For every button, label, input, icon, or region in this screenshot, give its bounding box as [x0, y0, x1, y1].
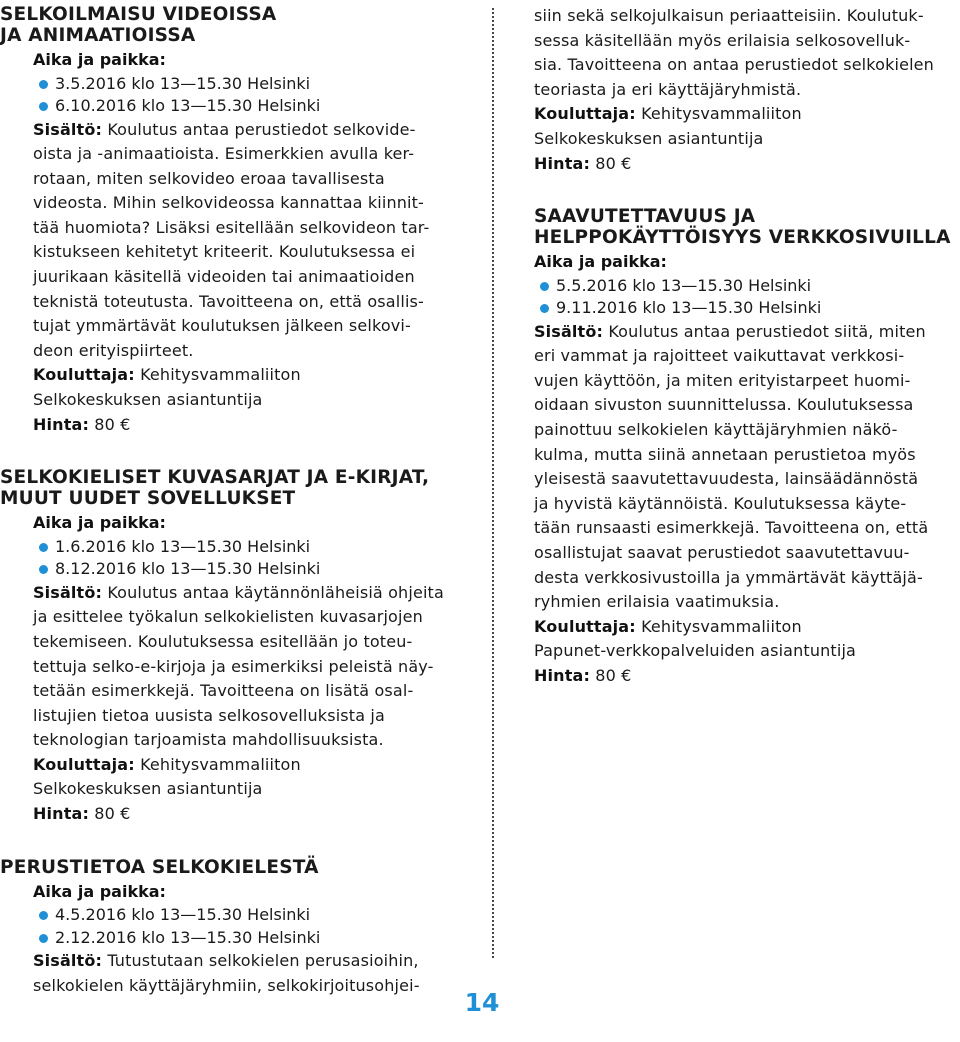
date-text: 2.12.2016 klo 13—15.30 Helsinki: [55, 927, 321, 947]
price-value: 80 €: [94, 414, 131, 434]
time-place-label: Aika ja paikka:: [534, 252, 667, 272]
date-text: 9.11.2016 klo 13—15.30 Helsinki: [556, 298, 822, 318]
content-line: vujen käyttöön, ja miten erityistarpeet huomi-: [534, 370, 911, 390]
content-label: Sisältö:: [33, 119, 103, 139]
content-line: listujien tietoa uusista selkosovelluksista ja: [33, 705, 385, 725]
content-line: teknistä toteutusta. Tavoitteena on, että osallis-: [33, 291, 424, 311]
date-text: 5.5.2016 klo 13—15.30 Helsinki: [556, 275, 812, 295]
title-line: HELPPOKÄYTTÖISYYS VERKKOSIVUILLA: [534, 227, 951, 249]
course-title: [0, 4, 478, 46]
title-line: MUUT UUDET SOVELLUKSET: [0, 488, 296, 510]
course-title: [0, 857, 478, 878]
trainer-info: [534, 615, 954, 689]
content-line: Koulutus antaa perustiedot siitä, miten: [608, 321, 926, 341]
content-line: sia. Tavoitteena on antaa perustiedot selkokielen: [534, 55, 934, 75]
price-label: Hinta:: [534, 153, 591, 173]
trainer-label: Kouluttaja:: [534, 104, 636, 124]
course-video: [0, 4, 478, 437]
time-place-label: Aika ja paikka:: [33, 881, 166, 901]
content-line: tekemiseen. Koulutuksessa esitellään jo toteu-: [33, 631, 413, 651]
content-line: eri vammat ja rajoitteet vaikuttavat verkkosi-: [534, 346, 905, 366]
content-paragraph: [33, 581, 478, 753]
date-item: [33, 927, 478, 950]
bullet-icon: [540, 304, 549, 313]
content-paragraph: [33, 949, 478, 998]
content-paragraph: [33, 118, 478, 364]
content-line: kistukseen kehitetyt kriteerit. Koulutuksessa ei: [33, 242, 416, 262]
content-line: ja esittelee työkalun selkokielisten kuvasarjojen: [33, 607, 423, 627]
content-line: rotaan, miten selkovideo eroaa tavallisesta: [33, 168, 385, 188]
content-line: desta verkkosivustoilla ja ymmärtävät käyttäjä-: [534, 567, 923, 587]
content-line: osallistujat saavat perustiedot saavutettavuu-: [534, 543, 910, 562]
bullet-icon: [39, 934, 48, 943]
content-line: tettuja selko-e-kirjoja ja esimerkiksi peleistä näy-: [33, 656, 434, 676]
bullet-icon: [39, 911, 48, 920]
content-label: Sisältö:: [534, 321, 604, 341]
date-list: [33, 536, 478, 581]
content-label: Sisältö:: [33, 951, 103, 971]
content-line: sessa käsitellään myös erilaisia selkosovelluk-: [534, 30, 911, 50]
course-perustietoa-continued: [534, 4, 954, 176]
content-line: tään runsaasti esimerkkejä. Tavoitteena on, että: [534, 518, 929, 538]
title-line: PERUSTIETOA SELKOKIELESTÄ: [0, 856, 319, 878]
right-column: [534, 4, 954, 689]
content-line: oidaan sivuston suunnittelussa. Koulutuksessa: [534, 395, 914, 415]
content-line: ryhmien erilaisia vaatimuksia.: [534, 592, 780, 612]
content-line: painottuu selkokielen käyttäjäryhmien näkö-: [534, 420, 898, 440]
content-line: Koulutus antaa käytännönläheisiä ohjeita: [107, 582, 444, 602]
date-list: [33, 904, 478, 949]
trainer-info: [33, 363, 478, 437]
course-title: [0, 467, 478, 509]
trainer-label: Kouluttaja:: [534, 616, 636, 636]
trainer-org: Kehitysvammaliiton: [140, 754, 301, 774]
trainer-role: Selkokeskuksen asiantuntija: [33, 779, 263, 799]
course-title: [534, 206, 954, 248]
content-line: oista ja -animaatioista. Esimerkkien avulla ker-: [33, 144, 415, 164]
date-item: [534, 275, 954, 298]
price-value: 80 €: [94, 804, 131, 824]
title-line: SELKOKIELISET KUVASARJAT JA E-KIRJAT,: [0, 467, 430, 489]
content-paragraph-continued: [534, 4, 954, 102]
date-item: [33, 73, 478, 96]
bullet-icon: [39, 80, 48, 89]
trainer-role: Papunet-verkkopalveluiden asiantuntija: [534, 641, 857, 661]
time-place-label: Aika ja paikka:: [33, 50, 166, 69]
page-number: 14: [464, 988, 500, 1017]
content-line: selkokielen käyttäjäryhmiin, selkokirjoitusohjei-: [33, 975, 420, 995]
date-text: 8.12.2016 klo 13—15.30 Helsinki: [55, 559, 321, 579]
date-text: 4.5.2016 klo 13—15.30 Helsinki: [55, 905, 311, 925]
trainer-role: Selkokeskuksen asiantuntija: [33, 390, 263, 410]
course-kuvasarjat: [0, 467, 478, 826]
price-label: Hinta:: [33, 804, 90, 824]
date-item: [33, 95, 478, 118]
trainer-org: Kehitysvammaliiton: [140, 365, 301, 385]
trainer-label: Kouluttaja:: [33, 754, 135, 774]
content-line: juurikaan käsitellä videoiden tai animaatioiden: [33, 267, 415, 287]
trainer-info: [534, 102, 954, 176]
bullet-icon: [39, 102, 48, 111]
trainer-label: Kouluttaja:: [33, 365, 135, 385]
price-label: Hinta:: [33, 414, 90, 434]
content-line: ja hyvistä käytännöistä. Koulutuksessa käyte-: [534, 493, 907, 513]
price-value: 80 €: [595, 665, 632, 685]
date-text: 3.5.2016 klo 13—15.30 Helsinki: [55, 73, 311, 93]
date-list: [33, 73, 478, 118]
bullet-icon: [540, 282, 549, 291]
date-item: [33, 536, 478, 559]
trainer-org: Kehitysvammaliiton: [641, 616, 802, 636]
content-line: teoriasta ja eri käyttäjäryhmistä.: [534, 79, 802, 99]
content-line: Koulutus antaa perustiedot selkovide-: [107, 119, 416, 139]
course-perustietoa: [0, 856, 478, 999]
content-line: deon erityispiirteet.: [33, 340, 194, 360]
content-line: siin sekä selkojulkaisun periaatteisiin. Koulutuk-: [534, 6, 924, 25]
content-line: videosta. Mihin selkovideossa kannattaa kiinnit-: [33, 193, 424, 213]
date-item: [33, 904, 478, 927]
content-line: yleisestä saavutettavuudesta, lainsäädännöstä: [534, 469, 919, 489]
content-line: Tutustutaan selkokielen perusasioihin,: [107, 951, 419, 971]
content-label: Sisältö:: [33, 582, 103, 602]
date-list: [534, 275, 954, 320]
price-value: 80 €: [595, 153, 632, 173]
content-line: kulma, mutta siinä annetaan perustietoa myös: [534, 444, 916, 464]
content-line: teknologian tarjoamista mahdollisuuksista.: [33, 730, 384, 750]
content-line: tetään esimerkkejä. Tavoitteena on lisätä osal-: [33, 681, 414, 701]
course-saavutettavuus: [534, 206, 954, 688]
content-paragraph: [534, 320, 954, 615]
trainer-org: Kehitysvammaliiton: [641, 104, 802, 124]
content-line: tujat ymmärtävät koulutuksen jälkeen selkovi-: [33, 316, 411, 336]
date-text: 1.6.2016 klo 13—15.30 Helsinki: [55, 536, 311, 556]
title-line: JA ANIMAATIOISSA: [0, 25, 196, 46]
left-column: [0, 4, 478, 998]
trainer-role: Selkokeskuksen asiantuntija: [534, 128, 764, 148]
bullet-icon: [39, 543, 48, 552]
price-label: Hinta:: [534, 665, 591, 685]
title-line: SELKOILMAISU VIDEOISSA: [0, 4, 277, 25]
date-item: [33, 558, 478, 581]
content-line: tää huomiota? Lisäksi esitellään selkovideon tar-: [33, 217, 430, 237]
date-text: 6.10.2016 klo 13—15.30 Helsinki: [55, 96, 321, 115]
date-item: [534, 297, 954, 320]
bullet-icon: [39, 565, 48, 574]
column-divider: [492, 8, 494, 958]
time-place-label: Aika ja paikka:: [33, 513, 166, 533]
title-line: SAAVUTETTAVUUS JA: [534, 206, 756, 228]
trainer-info: [33, 753, 478, 827]
